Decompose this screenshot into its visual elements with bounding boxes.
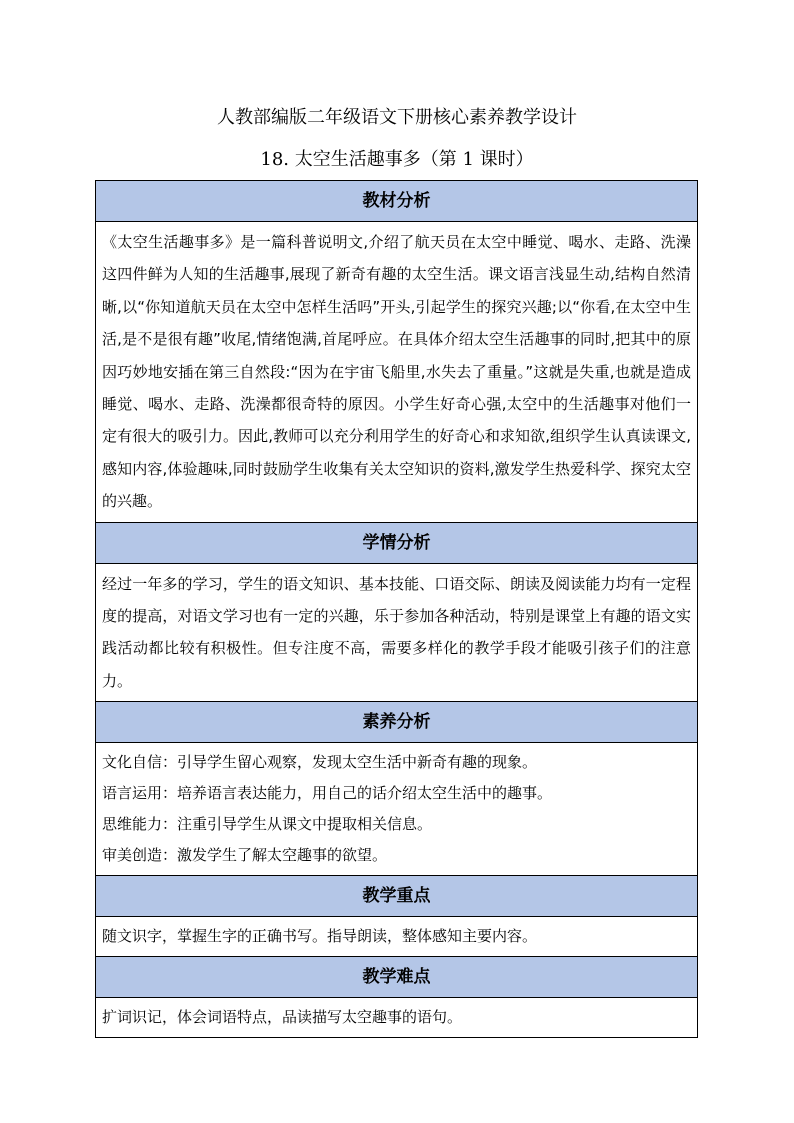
student-analysis-text: 经过一年多的学习，学生的语文知识、基本技能、口语交际、朗读及阅读能力均有一定程度的提高，对语文学习也有一定的兴趣，乐于参加各种活动，特别是课堂上有趣的语文实践活动都比较有积极性。但专注度不高，需要多样化的教学手段才能吸引孩子们的注意力。 <box>102 574 691 690</box>
teaching-difficulties-cell <box>96 998 697 1037</box>
teaching-key-points-heading: 教学重点 <box>96 876 697 917</box>
material-analysis-heading: 教材分析 <box>96 181 697 222</box>
lesson-plan-table <box>95 180 698 1038</box>
teaching-difficulties-heading: 教学难点 <box>96 957 697 998</box>
literacy-item: 审美创造：激发学生了解太空趣事的欲望。 <box>102 846 388 865</box>
literacy-item: 语言运用：培养语言表达能力，用自己的话介绍太空生活中的趣事。 <box>102 784 553 803</box>
lesson-subtitle: 18. 太空生活趣事多（第 1 课时） <box>260 149 534 170</box>
teaching-key-points-cell <box>96 917 697 957</box>
material-analysis-cell <box>96 222 697 523</box>
document-title: 人教部编版二年级语文下册核心素养教学设计 <box>217 107 577 128</box>
student-analysis-heading: 学情分析 <box>96 523 697 564</box>
literacy-analysis-cell <box>96 743 697 876</box>
student-analysis-cell <box>96 564 697 703</box>
literacy-item: 思维能力：注重引导学生从课文中提取相关信息。 <box>102 815 433 834</box>
literacy-analysis-heading: 素养分析 <box>96 702 697 743</box>
material-analysis-text: 《太空生活趣事多》是一篇科普说明文,介绍了航天员在太空中睡觉、喝水、走路、洗澡这四件鲜为人知的生活趣事,展现了新奇有趣的太空生活。课文语言浅显生动,结构自然清晰,以“你知道航天员在太空中怎样生活吗”开头,引起学生的探究兴趣;以“你看,在太空中生活,是不是很有趣”收尾,情绪饱满,首尾呼应。在具体介绍太空生活趣事的同时,把其中的原因巧妙地安插在第三自然段:“因为在宇宙飞船里,水失去了重量。”这就是失重,也就是造成睡觉、喝水、走路、洗澡都很奇特的原因。小学生好奇心强,太空中的生活趣事对他们一定有很大的吸引力。因此,教师可以充分利用学生的好奇心和求知欲,组织学生认真读课文,感知内容,体验趣味,同时鼓励学生收集有关太空知识的资料,激发学生热爱科学、探究太空的兴趣。 <box>102 233 691 511</box>
teaching-difficulties-text: 扩词识记，体会词语特点，品读描写太空趣事的语句。 <box>102 1008 463 1027</box>
literacy-item: 文化自信：引导学生留心观察，发现太空生活中新奇有趣的现象。 <box>102 753 538 772</box>
teaching-key-points-text: 随文识字，掌握生字的正确书写。指导朗读，整体感知主要内容。 <box>102 927 538 946</box>
